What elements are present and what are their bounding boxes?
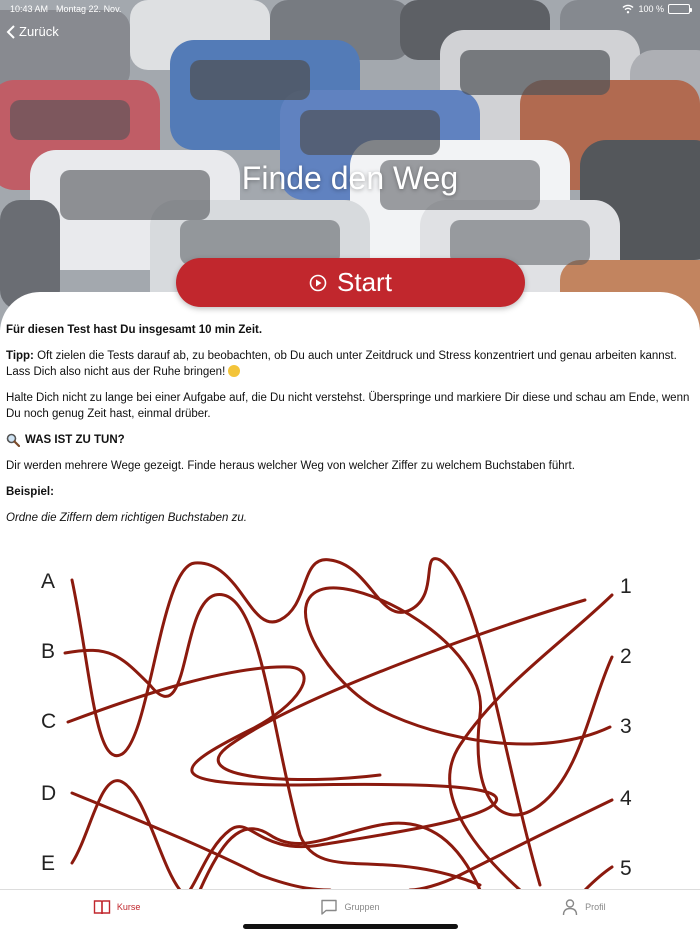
magnifier-icon (6, 433, 20, 447)
back-button[interactable] (6, 24, 59, 39)
letter-label: E (41, 852, 56, 875)
paths-svg (0, 545, 700, 890)
tip-label: Tipp: (6, 350, 34, 362)
path-line (72, 793, 330, 890)
status-time: 10:43 AM (10, 4, 49, 14)
task-text: Dir werden mehrere Wege gezeigt. Finde heraus welcher Weg von welcher Ziffer zu welchem Buchstaben führt. (6, 460, 575, 472)
tab-label: Kurse (116, 902, 141, 912)
status-date: Montag 22. Nov. (56, 4, 122, 14)
tab-kurse[interactable] (0, 890, 233, 934)
tab-label: Profil (585, 902, 606, 912)
number-label: 2 (620, 645, 632, 668)
example-text: Ordne die Ziffern dem richtigen Buchstaben zu. (6, 512, 247, 524)
number-label: 3 (620, 715, 632, 738)
skip-paragraph: Halte Dich nicht zu lange bei einer Aufgabe auf, die Du nicht verstehst. Überspringe und markiere Dir diese und schau am Ende, wenn Du noch genug Zeit hast, einmal drüber. (6, 392, 690, 420)
back-label: Zurück (19, 24, 59, 39)
path-line (72, 781, 180, 890)
tip-paragraph (6, 348, 694, 380)
battery-icon (668, 4, 690, 14)
battery-percent: 100 % (638, 4, 664, 14)
example-label: Beispiel: (6, 486, 54, 498)
path-line (585, 867, 612, 890)
letter-label: D (41, 782, 57, 805)
smiley-icon (228, 365, 240, 377)
number-label: 4 (620, 787, 632, 810)
wifi-icon (622, 4, 634, 14)
path-line (305, 588, 612, 815)
start-label: Start (337, 267, 392, 297)
tip-text: Oft zielen die Tests darauf ab, zu beobachten, ob Du auch unter Zeitdruck und Stress konzentriert und genau arbeiten kannst. Lass Dich also nicht aus der Ruhe bringen! (6, 350, 677, 378)
path-line (200, 823, 480, 890)
path-diagram (0, 545, 700, 890)
task-heading: WAS IST ZU TUN? (6, 432, 694, 448)
book-icon (93, 898, 111, 916)
page-title: Finde den Weg (241, 160, 459, 196)
tab-profil[interactable] (467, 890, 700, 934)
person-icon (561, 898, 579, 916)
letter-label: A (41, 570, 56, 593)
chat-icon (320, 898, 338, 916)
home-indicator (243, 924, 458, 929)
number-label: 1 (620, 575, 632, 598)
play-circle-icon (309, 274, 327, 292)
letter-label: C (41, 710, 57, 733)
instructions (6, 322, 694, 536)
path-line (218, 600, 585, 780)
time-note: Für diesen Test hast Du insgesamt 10 min Zeit. (6, 324, 263, 336)
chevron-left-icon (6, 25, 16, 39)
status-bar (0, 0, 700, 18)
letter-label: B (41, 640, 56, 663)
number-label: 5 (620, 857, 632, 880)
tab-label: Gruppen (344, 902, 380, 912)
start-button[interactable] (176, 258, 525, 307)
